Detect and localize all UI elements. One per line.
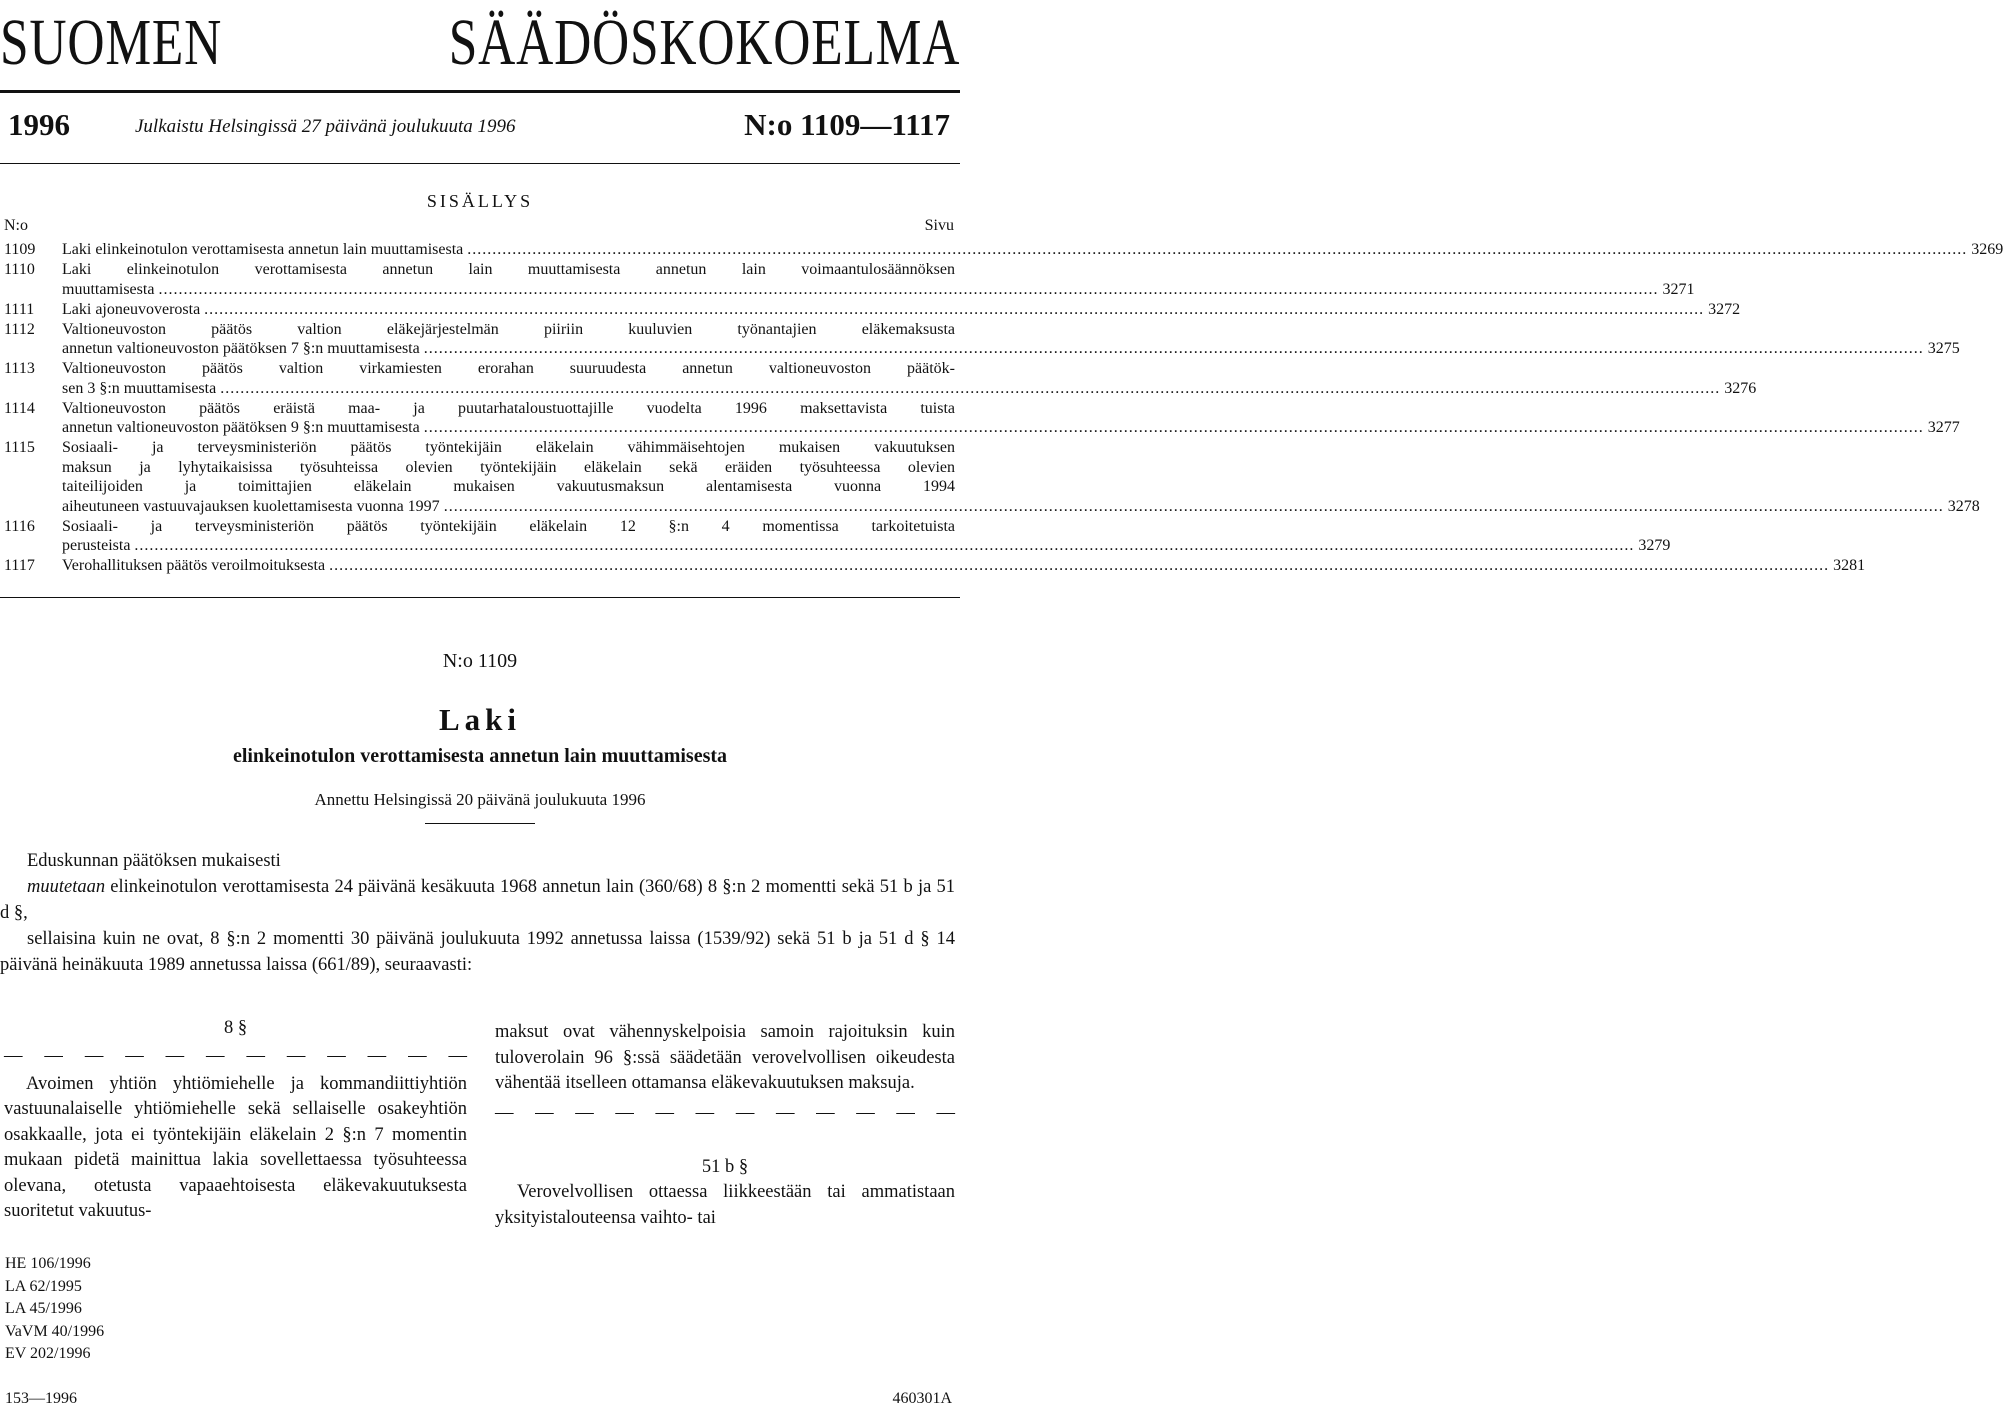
intro-paragraph-3: sellaisina kuin ne ovat, 8 §:n 2 momentti 30 päivänä joulukuuta 1992 annetussa laissa (1539/92) sekä 51 b ja 51 d § 14 päivänä heinäkuuta 1989 annetussa laissa (661/89), seuraavasti: (0, 929, 955, 975)
toc-entry-page: 3279 (1638, 537, 1671, 554)
toc-entry-text: Sosiaali- ja terveysministeriön päätös työntekijäin eläkelain 12 §:n 4 momentissa tarkoitetuista (62, 517, 955, 535)
toc-entry (0, 438, 1980, 516)
toc-entry-page: 3276 (1724, 379, 1757, 397)
toc-entry (0, 300, 1741, 320)
toc-entry-page: 3278 (1947, 497, 1980, 515)
intro-line-1: Eduskunnan päätöksen mukaisesti (27, 851, 281, 871)
toc-entry-text: sen 3 §:n muuttamisesta (62, 379, 217, 397)
toc-leader-dots: ............................................................................................................................................................................................................................................................................................................ (329, 557, 1830, 574)
toc-rule (0, 597, 960, 598)
legislative-references (5, 1253, 104, 1366)
toc-col-number: N:o (4, 217, 28, 234)
subheader-rule (0, 163, 960, 164)
reference-item: VaVM 40/1996 (5, 1322, 105, 1340)
toc-entry-page: 3272 (1708, 300, 1741, 318)
footer-code-right: 460301A (892, 1390, 952, 1407)
toc-entry-text: annetun valtioneuvoston päätöksen 7 §:n muuttamisesta (62, 340, 420, 357)
intro-paragraph-2 (0, 874, 955, 926)
toc-leader-dots: ............................................................................................................................................................................................................................................................................................................ (443, 497, 1944, 515)
toc-entry (0, 556, 1866, 576)
toc-entry-number: 1110 (4, 261, 35, 278)
toc-leader-dots: ............................................................................................................................................................................................................................................................................................................ (134, 537, 1635, 554)
toc-entry-text: Verohallituksen päätös veroilmoituksesta (62, 557, 326, 574)
toc-leader-dots: ............................................................................................................................................................................................................................................................................................................ (220, 379, 1721, 397)
toc-entry-page: 3275 (1927, 340, 1960, 357)
issue-year: 1996 (8, 107, 70, 142)
toc-entry-page: 3277 (1927, 419, 1960, 436)
toc-entry-number: 1113 (4, 360, 35, 377)
right-column (495, 1020, 955, 1231)
toc-entry (0, 359, 1757, 398)
toc-leader-dots: ............................................................................................................................................................................................................................................................................................................ (467, 241, 1968, 258)
omission-dashes: — — — — — — — — — — — — (4, 1045, 467, 1066)
toc-entry-number: 1115 (4, 439, 35, 456)
toc-entry-text: aiheutuneen vastuuvajauksen kuolettamisesta vuonna 1997 (62, 497, 440, 515)
toc-leader-dots: ............................................................................................................................................................................................................................................................................................................ (158, 280, 1659, 298)
section-51b-text: Verovelvollisen ottaessa liikkeestään tai ammatistaan yksityistalouteensa vaihto- tai (495, 1182, 955, 1228)
toc-entry-page: 3271 (1662, 280, 1695, 298)
enacting-clause (0, 848, 955, 978)
toc-header (0, 216, 960, 236)
statute-number: N:o 1109 (442, 650, 518, 672)
toc-entry-text: Laki ajoneuvoverosta (62, 300, 201, 318)
toc-entry-number: 1117 (4, 557, 35, 574)
toc-entry-text: muuttamisesta (62, 280, 155, 298)
toc-entry (0, 320, 1960, 359)
toc-entry-text: perusteista (62, 537, 131, 554)
toc-leader-dots: ............................................................................................................................................................................................................................................................................................................ (423, 419, 1924, 436)
statute-title: Laki (438, 702, 522, 737)
toc-entry-text: Valtioneuvoston päätös eräistä maa- ja puutarhataloustuottajille vuodelta 1996 maksettavista tuista (62, 399, 955, 417)
omission-dashes-right: — — — — — — — — — — — — (495, 1102, 955, 1123)
toc-entry-text: annetun valtioneuvoston päätöksen 9 §:n muuttamisesta (62, 419, 420, 436)
toc-entry-text: taiteilijoiden ja toimittajien eläkelain mukaisen vakuutusmaksun alentamisesta vuonna 1994 (62, 478, 955, 495)
toc-entry-text: maksun ja lyhytaikaisissa työsuhteissa olevien työntekijäin eläkelain sekä eräiden työsuhteessa olevien (62, 458, 955, 476)
section-8-continued: maksut ovat vähennyskelpoisia samoin rajoituksin kuin tuloverolain 96 §:ssä säädetään verovelvollisen oikeudesta vähentää itselleen ottamansa eläkevakuutuksen maksuja. (495, 1022, 955, 1093)
statute-rule (425, 823, 535, 824)
section-8-text: Avoimen yhtiön yhtiömiehelle ja kommandiittiyhtiön vastuunalaiselle yhtiömiehelle sekä sellaiselle osakeyhtiön osakkaalle, jota ei työntekijäin eläkelain 2 §:n 7 momentin mukaan pidetä mainittua lakia sovellettaessa työsuhteessa olevana, otetusta vapaaehtoisesta eläkevakuutuksesta suoritetut vakuutus- (4, 1073, 467, 1221)
issue-numbers: N:o 1109—1117 (744, 107, 950, 142)
statute-subtitle: elinkeinotulon verottamisesta annetun lain muuttamisesta (232, 745, 728, 767)
toc-col-page: Sivu (924, 217, 954, 234)
table-of-contents (0, 240, 2003, 576)
toc-leader-dots: ............................................................................................................................................................................................................................................................................................................ (423, 340, 1924, 357)
statute-date: Annettu Helsingissä 20 päivänä joulukuuta 1996 (314, 790, 646, 809)
toc-entry-number: 1111 (4, 300, 35, 318)
reference-item: HE 106/1996 (5, 1255, 91, 1272)
masthead-rule (0, 90, 960, 93)
left-column (4, 1016, 467, 1225)
toc-entry-number: 1114 (4, 399, 35, 417)
toc-title: SISÄLLYS (426, 191, 534, 211)
reference-item: EV 202/1996 (5, 1345, 91, 1362)
section-51b-heading: 51 b § (701, 1156, 749, 1177)
toc-entry (0, 517, 1671, 556)
intro-amend-text: elinkeinotulon verottamisesta 24 päivänä kesäkuuta 1968 annetun lain (360/68) 8 §:n 2 momentti sekä 51 b ja 51 d §, (0, 877, 955, 923)
toc-entry-page: 3281 (1833, 557, 1866, 574)
intro-amend-word: muutetaan (27, 877, 106, 897)
toc-entry-number: 1116 (4, 517, 35, 535)
masthead-title: SUOMEN SÄÄDÖSKOKOELMA (0, 6, 961, 79)
footer-code-left: 153—1996 (5, 1390, 77, 1407)
toc-entry-text: Sosiaali- ja terveysministeriön päätös työntekijäin eläkelain vähimmäisehtojen mukaisen vakuutuksen (62, 439, 955, 456)
toc-entry-number: 1112 (4, 320, 35, 338)
toc-entry-text: Laki elinkeinotulon verottamisesta annetun lain muuttamisesta (62, 241, 464, 258)
toc-entry (0, 260, 1695, 299)
section-8-heading: 8 § (223, 1018, 248, 1038)
toc-entry-page: 3269 (1971, 241, 2003, 258)
toc-leader-dots: ............................................................................................................................................................................................................................................................................................................ (204, 300, 1705, 318)
reference-item: LA 62/1995 (5, 1277, 82, 1295)
toc-entry (0, 240, 2003, 260)
toc-entry-text: Laki elinkeinotulon verottamisesta annetun lain muuttamisesta annetun lain voimaantulosäännöksen (62, 261, 955, 278)
publication-date: Julkaistu Helsingissä 27 päivänä joulukuuta 1996 (135, 116, 516, 137)
reference-item: LA 45/1996 (5, 1300, 82, 1317)
subheader (0, 108, 960, 142)
toc-entry-text: Valtioneuvoston päätös valtion eläkejärjestelmän piiriin kuuluvien työnantajien eläkemaksusta (62, 320, 955, 338)
toc-entry-number: 1109 (4, 241, 36, 258)
toc-entry-text: Valtioneuvoston päätös valtion virkamiesten erorahan suuruudesta annetun valtioneuvoston päätök- (62, 360, 955, 377)
toc-entry (0, 399, 1960, 438)
